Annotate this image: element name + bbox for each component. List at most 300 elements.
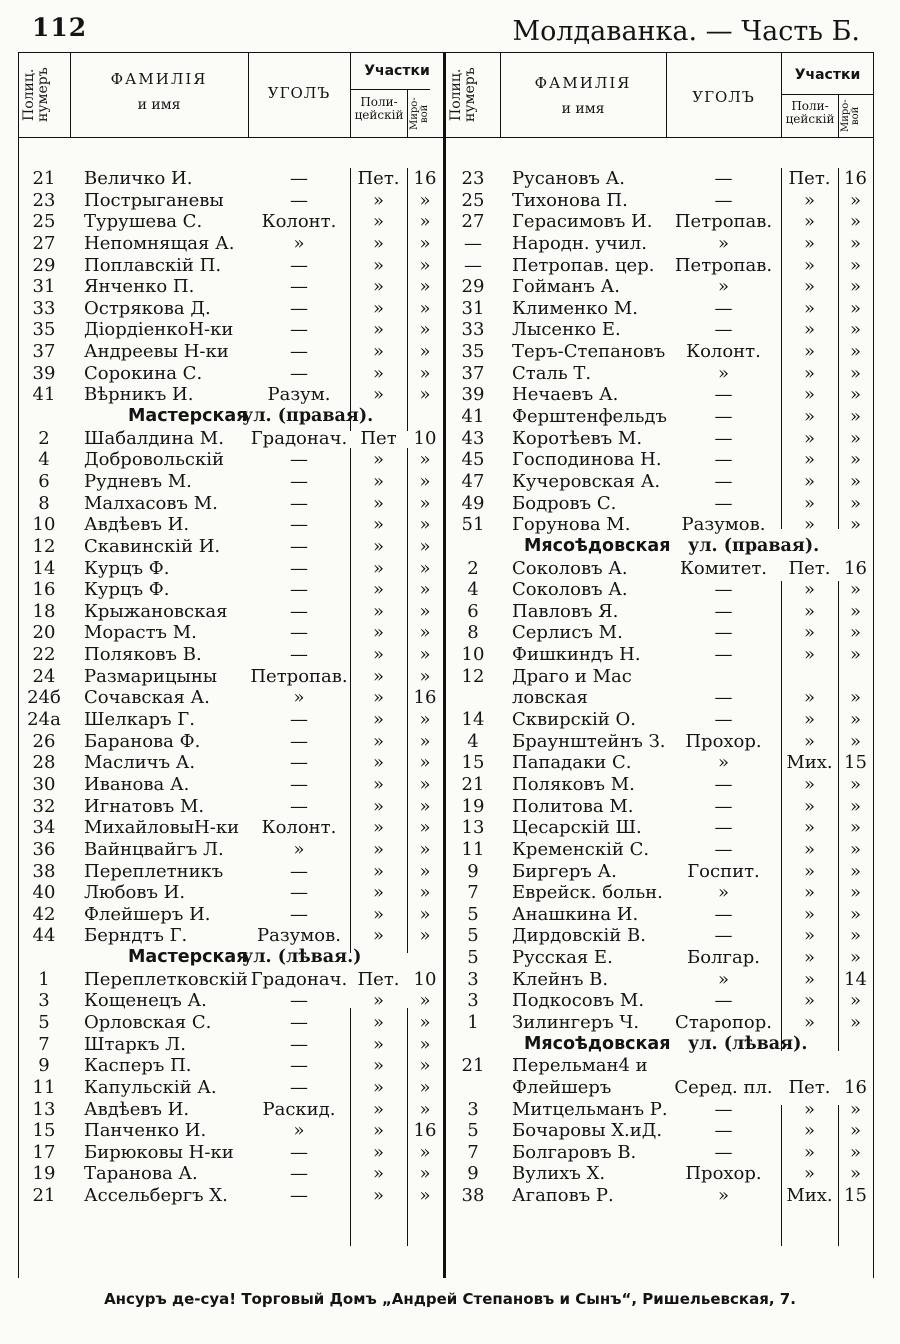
resident-name: ДіордіенкоН-ки	[84, 319, 234, 341]
table-row	[18, 904, 443, 926]
sections-rule-left	[350, 89, 430, 90]
resident-name: Курцъ Ф.	[84, 579, 170, 601]
corner-street: —	[714, 773, 733, 795]
resident-name: Браунштейнъ З.	[512, 730, 666, 752]
table-row	[446, 1099, 874, 1121]
resident-name: Морастъ М.	[84, 622, 197, 644]
house-number: 21	[461, 773, 485, 795]
police-section: »	[803, 319, 815, 341]
resident-name: Авдѣевъ И.	[84, 514, 190, 536]
peace-section: »	[419, 882, 431, 904]
corner-street: »	[717, 276, 729, 298]
police-section: »	[803, 1011, 815, 1033]
corner-street: —	[714, 925, 733, 947]
resident-name: Соколовъ А.	[512, 557, 628, 579]
resident-name: Острякова Д.	[84, 297, 211, 319]
police-section: »	[803, 449, 815, 471]
peace-section: »	[849, 297, 861, 319]
resident-name: Пострыганевы	[84, 189, 224, 211]
corner-street: Разум.	[267, 384, 331, 406]
house-number: 25	[32, 211, 56, 233]
resident-name: Флейшеръ И.	[84, 903, 211, 925]
peace-section: »	[419, 384, 431, 406]
table-row	[18, 990, 443, 1012]
police-section: »	[803, 514, 815, 536]
resident-name: Кременскій С.	[512, 838, 650, 860]
corner-street: Болгар.	[687, 947, 760, 969]
table-row	[446, 233, 874, 255]
resident-name: Кощенецъ А.	[84, 990, 207, 1012]
house-number: 24	[32, 665, 56, 687]
resident-name: Бирюковы Н-ки	[84, 1141, 234, 1163]
police-section: »	[372, 297, 384, 319]
resident-name: Любовъ И.	[84, 882, 186, 904]
house-number: 19	[32, 1163, 56, 1185]
peace-section: »	[849, 492, 861, 514]
header-surname-right: ФАМИЛІЯ	[534, 74, 632, 92]
house-number: 5	[38, 1011, 50, 1033]
resident-name: Коротѣевъ М.	[512, 427, 643, 449]
house-number: 34	[32, 817, 56, 839]
house-number: 13	[461, 817, 485, 839]
corner-street: —	[290, 860, 308, 882]
peace-section: »	[419, 579, 431, 601]
police-section: »	[803, 709, 815, 731]
resident-name: Берндтъ Г.	[84, 925, 188, 947]
peace-section: 16	[844, 168, 867, 189]
street-side: ул. (лѣвая).	[688, 1033, 808, 1054]
corner-street: »	[717, 1185, 729, 1207]
corner-street: —	[290, 795, 308, 817]
police-section: »	[372, 384, 384, 406]
peace-section: »	[419, 1185, 431, 1207]
police-section: »	[372, 860, 384, 882]
house-number: 21	[461, 1055, 485, 1077]
house-number: 13	[32, 1098, 56, 1120]
table-row	[18, 471, 443, 493]
peace-section: »	[419, 189, 431, 211]
corner-street: Градонач.	[250, 968, 348, 990]
resident-name: Русская Е.	[512, 947, 613, 969]
police-section: »	[372, 687, 384, 709]
house-number: 24б	[27, 687, 61, 709]
corner-street: Госпит.	[687, 860, 760, 882]
table-row	[446, 774, 874, 796]
peace-section: »	[419, 903, 431, 925]
police-section: »	[372, 838, 384, 860]
table-row	[18, 363, 443, 385]
house-number: 9	[38, 1055, 50, 1077]
corner-street: —	[714, 449, 733, 471]
peace-section: »	[849, 232, 861, 254]
table-row	[18, 319, 443, 341]
peace-section: »	[849, 362, 861, 384]
police-section: »	[803, 1163, 815, 1185]
table-row	[18, 774, 443, 796]
table-row	[446, 925, 874, 947]
house-number: 23	[32, 189, 56, 211]
street-name: Мясоѣдовская	[524, 1033, 671, 1054]
table-row	[446, 190, 874, 212]
table-row	[446, 1055, 874, 1077]
table-row	[446, 168, 874, 190]
corner-street: —	[290, 470, 308, 492]
police-section: »	[372, 1141, 384, 1163]
house-number: 39	[32, 362, 56, 384]
corner-street: —	[714, 600, 733, 622]
peace-section: »	[419, 752, 431, 774]
police-section: »	[803, 579, 815, 601]
corner-street: —	[290, 644, 308, 666]
table-row	[446, 969, 874, 991]
corner-street: Серед. пл.	[674, 1076, 773, 1098]
resident-name: Зилингеръ Ч.	[512, 1011, 640, 1033]
peace-section: »	[849, 925, 861, 947]
table-row	[18, 882, 443, 904]
house-number: 7	[467, 882, 479, 904]
peace-section: »	[849, 622, 861, 644]
col-line	[407, 89, 408, 137]
peace-section: »	[419, 319, 431, 341]
resident-name: Игнатовъ М.	[84, 795, 205, 817]
table-row	[446, 471, 874, 493]
table-row	[446, 644, 874, 666]
peace-section: »	[419, 860, 431, 882]
corner-street: Комитет.	[679, 557, 768, 579]
house-number: 40	[32, 882, 56, 904]
resident-name: Баранова Ф.	[84, 730, 201, 752]
house-number: 17	[32, 1141, 56, 1163]
resident-name: Турушева С.	[84, 211, 203, 233]
house-number: 11	[32, 1076, 56, 1098]
police-section: »	[372, 1011, 384, 1033]
resident-name: Пападаки С.	[512, 752, 632, 774]
peace-section: »	[419, 795, 431, 817]
table-row	[446, 687, 874, 709]
table-row	[18, 1012, 443, 1034]
table-row	[18, 190, 443, 212]
police-section: »	[803, 860, 815, 882]
street-side: ул. (лѣвая.)	[242, 947, 362, 968]
corner-street: —	[714, 427, 733, 449]
corner-street: —	[290, 514, 308, 536]
resident-name: Авдѣевъ И.	[84, 1098, 190, 1120]
resident-name: Шабалдина М.	[84, 427, 224, 449]
table-row	[446, 363, 874, 385]
house-number: 22	[32, 644, 56, 666]
table-row	[18, 687, 443, 709]
peace-section: »	[849, 947, 861, 969]
peace-section: »	[849, 1098, 861, 1120]
peace-section: »	[849, 644, 861, 666]
peace-section: »	[849, 903, 861, 925]
police-section: »	[372, 925, 384, 947]
police-section: »	[372, 730, 384, 752]
table-row	[18, 796, 443, 818]
police-section: »	[372, 600, 384, 622]
corner-street: —	[290, 1141, 308, 1163]
police-section: »	[372, 211, 384, 233]
house-number: 37	[461, 362, 485, 384]
peace-section: 16	[844, 1076, 867, 1098]
house-number: 32	[32, 795, 56, 817]
police-section: »	[372, 773, 384, 795]
corner-street: —	[714, 470, 733, 492]
corner-street: —	[290, 882, 308, 904]
header-sections: Участки	[364, 63, 430, 79]
corner-street: —	[714, 1141, 733, 1163]
resident-name: Флейшеръ	[512, 1076, 612, 1098]
corner-street: —	[714, 687, 733, 709]
peace-section: »	[849, 838, 861, 860]
house-number: 39	[461, 384, 485, 406]
street-name: Мясоѣдовская	[524, 535, 671, 556]
resident-name: Сорокина С.	[84, 362, 203, 384]
peace-section: »	[849, 600, 861, 622]
table-row	[446, 406, 874, 428]
resident-name: Курцъ Ф.	[84, 557, 170, 579]
resident-name: Иванова А.	[84, 773, 190, 795]
corner-street: —	[714, 579, 733, 601]
police-section: Пет.	[357, 168, 400, 189]
peace-section: »	[419, 773, 431, 795]
resident-name: Тихонова П.	[512, 189, 628, 211]
col-line	[838, 94, 839, 137]
resident-name: Агаповъ Р.	[512, 1185, 614, 1207]
corner-street: —	[714, 817, 733, 839]
house-number: 9	[467, 1163, 479, 1185]
peace-section: »	[419, 297, 431, 319]
police-section: »	[803, 838, 815, 860]
police-section: Пет.	[788, 1076, 831, 1098]
peace-section: 16	[413, 687, 437, 709]
peace-section: »	[419, 514, 431, 536]
peace-section: »	[849, 579, 861, 601]
street-side: ул. (правая).	[688, 535, 820, 556]
police-section: »	[372, 752, 384, 774]
corner-street: —	[714, 189, 733, 211]
peace-section: »	[849, 730, 861, 752]
table-row	[18, 752, 443, 774]
table-row	[18, 839, 443, 861]
resident-name: Бочаровы Х.иД.	[512, 1120, 663, 1142]
peace-section: 15	[844, 1185, 867, 1207]
header-house-no-right: Полиц. нумеръ	[448, 67, 478, 123]
police-section: »	[803, 925, 815, 947]
resident-name: Вайнцвайгъ Л.	[84, 838, 224, 860]
corner-street: »	[293, 687, 305, 709]
peace-section: »	[849, 189, 861, 211]
peace-section: »	[419, 709, 431, 731]
resident-name: Масличъ А.	[84, 752, 196, 774]
table-row	[446, 514, 874, 536]
table-row	[446, 947, 874, 969]
resident-name: Сквирскій О.	[512, 709, 636, 731]
house-number: 44	[32, 925, 56, 947]
table-row	[18, 449, 443, 471]
peace-section: »	[419, 1055, 431, 1077]
table-row	[18, 276, 443, 298]
peace-section: 14	[844, 968, 867, 990]
police-section: »	[803, 492, 815, 514]
table-row	[18, 579, 443, 601]
table-row	[446, 904, 874, 926]
police-section: »	[372, 817, 384, 839]
police-section: »	[803, 773, 815, 795]
house-number: 11	[461, 838, 485, 860]
corner-street: —	[290, 319, 308, 341]
table-row	[18, 514, 443, 536]
table-row	[446, 1163, 874, 1185]
police-section: »	[803, 947, 815, 969]
corner-street: —	[714, 168, 733, 189]
house-number: 41	[461, 406, 485, 428]
resident-name: Штаркъ Л.	[84, 1033, 186, 1055]
house-number: 10	[461, 644, 485, 666]
police-section: »	[803, 622, 815, 644]
corner-street: —	[714, 384, 733, 406]
header-house-no: Полиц. нумеръ	[21, 67, 51, 123]
table-row	[446, 1120, 874, 1142]
street-heading-row	[18, 947, 443, 969]
police-section: »	[372, 1055, 384, 1077]
house-number: 7	[38, 1033, 50, 1055]
resident-name: Таранова А.	[84, 1163, 198, 1185]
police-section: Пет	[360, 427, 397, 449]
table-row	[18, 298, 443, 320]
police-section: »	[372, 1033, 384, 1055]
peace-section: »	[849, 406, 861, 428]
peace-section: »	[419, 838, 431, 860]
corner-street: —	[290, 579, 308, 601]
police-section: »	[803, 297, 815, 319]
resident-name: Подкосовъ М.	[512, 990, 645, 1012]
police-section: »	[372, 189, 384, 211]
header-bottom-rule	[18, 137, 874, 138]
corner-street: »	[293, 232, 305, 254]
peace-section: »	[849, 1141, 861, 1163]
house-number: 29	[461, 276, 485, 298]
table-row	[446, 319, 874, 341]
resident-name: Нечаевъ А.	[512, 384, 619, 406]
resident-name: Величко И.	[84, 168, 193, 189]
corner-street: »	[717, 362, 729, 384]
peace-section: »	[849, 341, 861, 363]
table-row	[18, 817, 443, 839]
resident-name: Ферштенфельдъ	[512, 406, 667, 428]
peace-section: »	[849, 254, 861, 276]
house-number: 37	[32, 341, 56, 363]
police-section: »	[803, 1098, 815, 1120]
top-rule	[18, 52, 874, 53]
table-row	[18, 1163, 443, 1185]
header-surname-sub: и имя	[137, 97, 181, 113]
house-number: 10	[32, 514, 56, 536]
peace-section: »	[419, 1033, 431, 1055]
peace-section: »	[419, 276, 431, 298]
police-section: »	[803, 968, 815, 990]
corner-street: Петропав.	[250, 665, 348, 687]
peace-section: »	[419, 925, 431, 947]
resident-name: Политова М.	[512, 795, 634, 817]
table-row	[446, 211, 874, 233]
resident-name: Болгаровъ В.	[512, 1141, 637, 1163]
table-row	[446, 861, 874, 883]
left-column-rows	[18, 168, 443, 1207]
street-heading-row	[446, 1034, 874, 1056]
police-section: »	[803, 882, 815, 904]
police-section: »	[372, 557, 384, 579]
table-row	[446, 1142, 874, 1164]
police-section: »	[372, 362, 384, 384]
table-row	[446, 622, 874, 644]
police-section: »	[803, 341, 815, 363]
corner-street: —	[290, 1076, 308, 1098]
peace-section: »	[849, 319, 861, 341]
police-section: »	[372, 535, 384, 557]
table-row	[18, 428, 443, 450]
corner-street: —	[290, 492, 308, 514]
resident-name: Соколовъ А.	[512, 579, 628, 601]
resident-name: Биргеръ А.	[512, 860, 617, 882]
corner-street: Петропав.	[674, 254, 773, 276]
house-number: 9	[467, 860, 479, 882]
col-line	[70, 52, 71, 137]
police-section: »	[372, 470, 384, 492]
table-row	[18, 622, 443, 644]
corner-street: —	[290, 730, 308, 752]
peace-section: »	[419, 600, 431, 622]
resident-name: Русановъ А.	[512, 168, 626, 189]
corner-street: —	[290, 622, 308, 644]
corner-street: »	[717, 882, 729, 904]
house-number: 33	[32, 297, 56, 319]
header-corner: УГОЛЪ	[267, 84, 331, 102]
corner-street: Разумов.	[257, 925, 341, 947]
street-name: Мастерская	[128, 947, 248, 968]
house-number: 35	[32, 319, 56, 341]
footer-advert: Ансуръ де-суа! Торговый Домъ „Андрей Степановъ и Сынъ“, Ришельевская, 7.	[104, 1290, 796, 1308]
corner-street: —	[290, 1163, 308, 1185]
police-section: »	[372, 1120, 384, 1142]
police-section: Пет.	[788, 168, 831, 189]
police-section: »	[803, 990, 815, 1012]
corner-street: —	[290, 903, 308, 925]
peace-section: »	[849, 449, 861, 471]
house-number: 31	[461, 297, 485, 319]
peace-section: »	[849, 470, 861, 492]
police-section: »	[803, 406, 815, 428]
corner-street: —	[290, 449, 308, 471]
header-police: Поли- цейскій	[354, 95, 404, 122]
police-section: Пет.	[357, 968, 400, 990]
peace-section: »	[849, 860, 861, 882]
corner-street: —	[290, 297, 308, 319]
right-column-rows	[446, 168, 874, 1207]
table-row	[446, 449, 874, 471]
table-row	[18, 925, 443, 947]
table-row	[18, 731, 443, 753]
peace-section: »	[849, 1163, 861, 1185]
peace-section: »	[419, 341, 431, 363]
table-row	[446, 558, 874, 580]
table-row	[446, 341, 874, 363]
house-number: 43	[461, 427, 485, 449]
peace-section: 10	[413, 968, 437, 990]
corner-street: Градонач.	[250, 427, 348, 449]
peace-section: »	[849, 211, 861, 233]
resident-name: Дирдовскій В.	[512, 925, 646, 947]
